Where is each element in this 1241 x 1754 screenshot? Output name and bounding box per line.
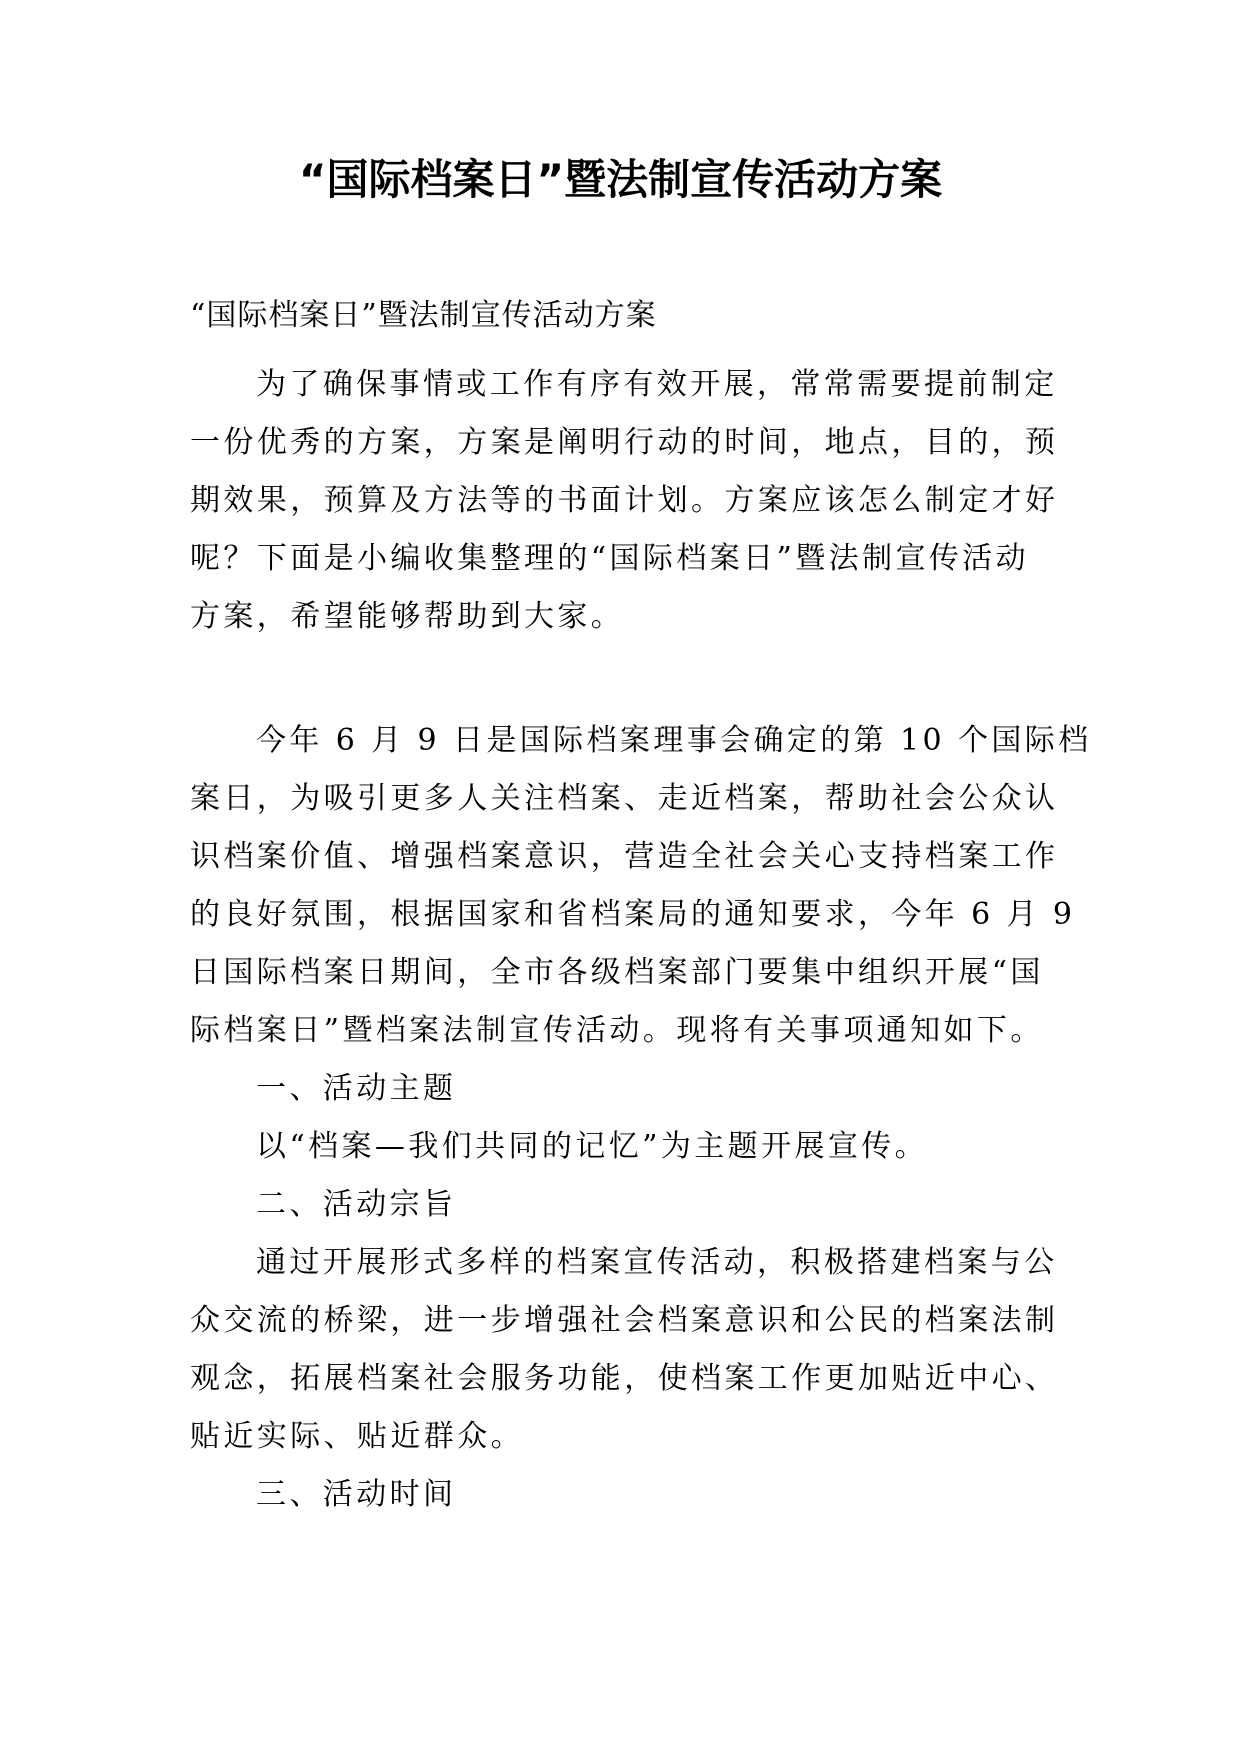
background-line: 案日，为吸引更多人关注档案、走近档案，帮助社会公众认 <box>190 781 1059 816</box>
section1-heading: 一、活动主题 <box>256 1071 457 1106</box>
intro-line: 一份优秀的方案，方案是阐明行动的时间，地点，目的，预 <box>190 425 1059 460</box>
section3-heading: 三、活动时间 <box>256 1477 457 1512</box>
section2-line: 通过开展形式多样的档案宣传活动，积极搭建档案与公 <box>256 1245 1058 1280</box>
background-line: 的良好氛围，根据国家和省档案局的通知要求，今年 6 月 9 <box>190 897 1076 932</box>
intro-line: 为了确保事情或工作有序有效开展，常常需要提前制定 <box>256 367 1058 402</box>
background-line: 日国际档案日期间，全市各级档案部门要集中组织开展“国 <box>190 955 1044 990</box>
background-line: 识档案价值、增强档案意识，营造全社会关心支持档案工作 <box>190 839 1059 874</box>
background-paragraph <box>190 712 1092 1060</box>
section2-paragraph <box>190 1234 1070 1466</box>
document-subtitle: “国际档案日”暨法制宣传活动方案 <box>190 298 657 333</box>
document-title: “国际档案日”暨法制宣传活动方案 <box>298 155 943 204</box>
background-line: 际档案日”暨档案法制宣传活动。现将有关事项通知如下。 <box>190 1013 1044 1048</box>
section2-line: 贴近实际、贴近群众。 <box>190 1419 524 1454</box>
intro-paragraph <box>190 356 1070 646</box>
intro-line: 方案，希望能够帮助到大家。 <box>190 599 625 634</box>
section2-line: 众交流的桥梁，进一步增强社会档案意识和公民的档案法制 <box>190 1303 1059 1338</box>
intro-line: 期效果，预算及方法等的书面计划。方案应该怎么制定才好 <box>190 483 1059 518</box>
section2-heading: 二、活动宗旨 <box>256 1187 457 1222</box>
section1-text: 以“档案—我们共同的记忆”为主题开展宣传。 <box>256 1129 929 1164</box>
background-line: 今年 6 月 9 日是国际档案理事会确定的第 10 个国际档 <box>256 723 1092 758</box>
intro-line: 呢？下面是小编收集整理的“国际档案日”暨法制宣传活动 <box>190 541 1030 576</box>
section2-line: 观念，拓展档案社会服务功能，使档案工作更加贴近中心、 <box>190 1361 1059 1396</box>
